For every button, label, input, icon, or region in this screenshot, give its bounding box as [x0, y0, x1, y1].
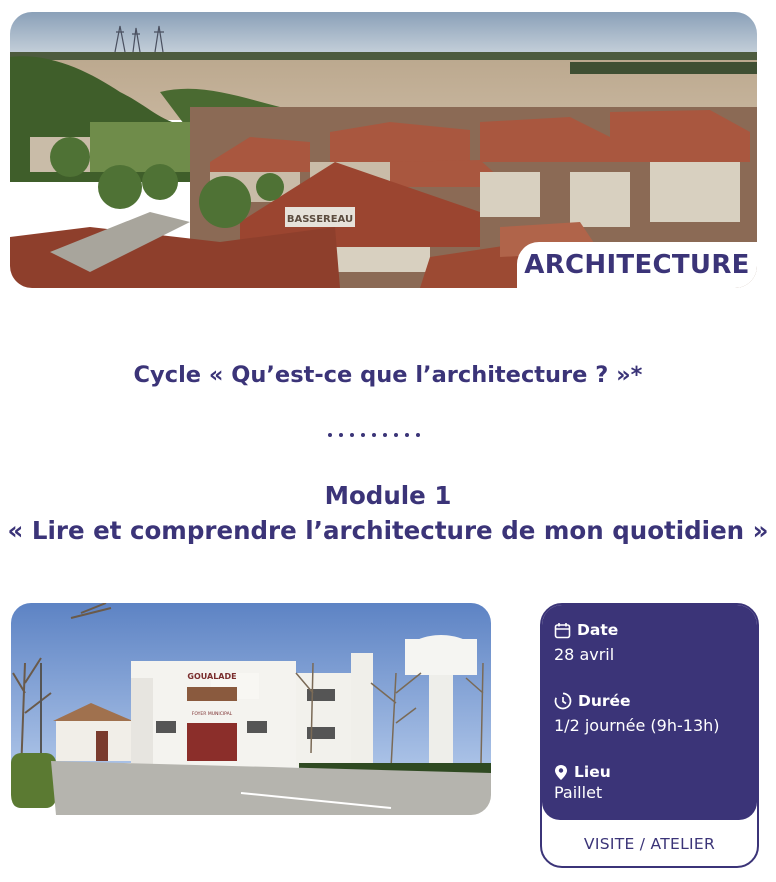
date-row: [554, 621, 618, 664]
duration-row: [554, 692, 720, 735]
info-card: [540, 603, 759, 868]
hero-photo: [10, 12, 757, 288]
place-label: Lieu: [574, 763, 611, 781]
module-title: Module 1: [324, 481, 452, 510]
place-value: Paillet: [554, 783, 603, 802]
foyer-building-image: [11, 603, 491, 815]
map-pin-icon: [554, 764, 568, 781]
category-tag: ARCHITECTURE: [517, 242, 757, 288]
duration-value: 1/2 journée (9h-13h): [554, 716, 720, 735]
calendar-icon: [554, 622, 571, 639]
module-subtitle: « Lire et comprendre l’architecture de mon quotidien »: [7, 516, 769, 545]
clock-icon: [554, 692, 572, 710]
cycle-title: Cycle « Qu’est-ce que l’architecture ? »*: [133, 362, 643, 388]
building-sign-text: BASSEREAU: [286, 214, 354, 225]
dotted-separator: [328, 433, 420, 439]
building-photo: [11, 603, 491, 815]
duration-label: Durée: [578, 692, 631, 710]
date-label: Date: [577, 621, 619, 639]
activity-type: VISITE / ATELIER: [583, 835, 716, 853]
place-row: [554, 763, 611, 802]
info-card-details: [542, 605, 757, 820]
date-value: 28 avril: [554, 645, 615, 664]
building-subsign: FOYER MUNICIPAL: [191, 712, 233, 717]
building-sign: GOUALADE: [187, 672, 237, 681]
